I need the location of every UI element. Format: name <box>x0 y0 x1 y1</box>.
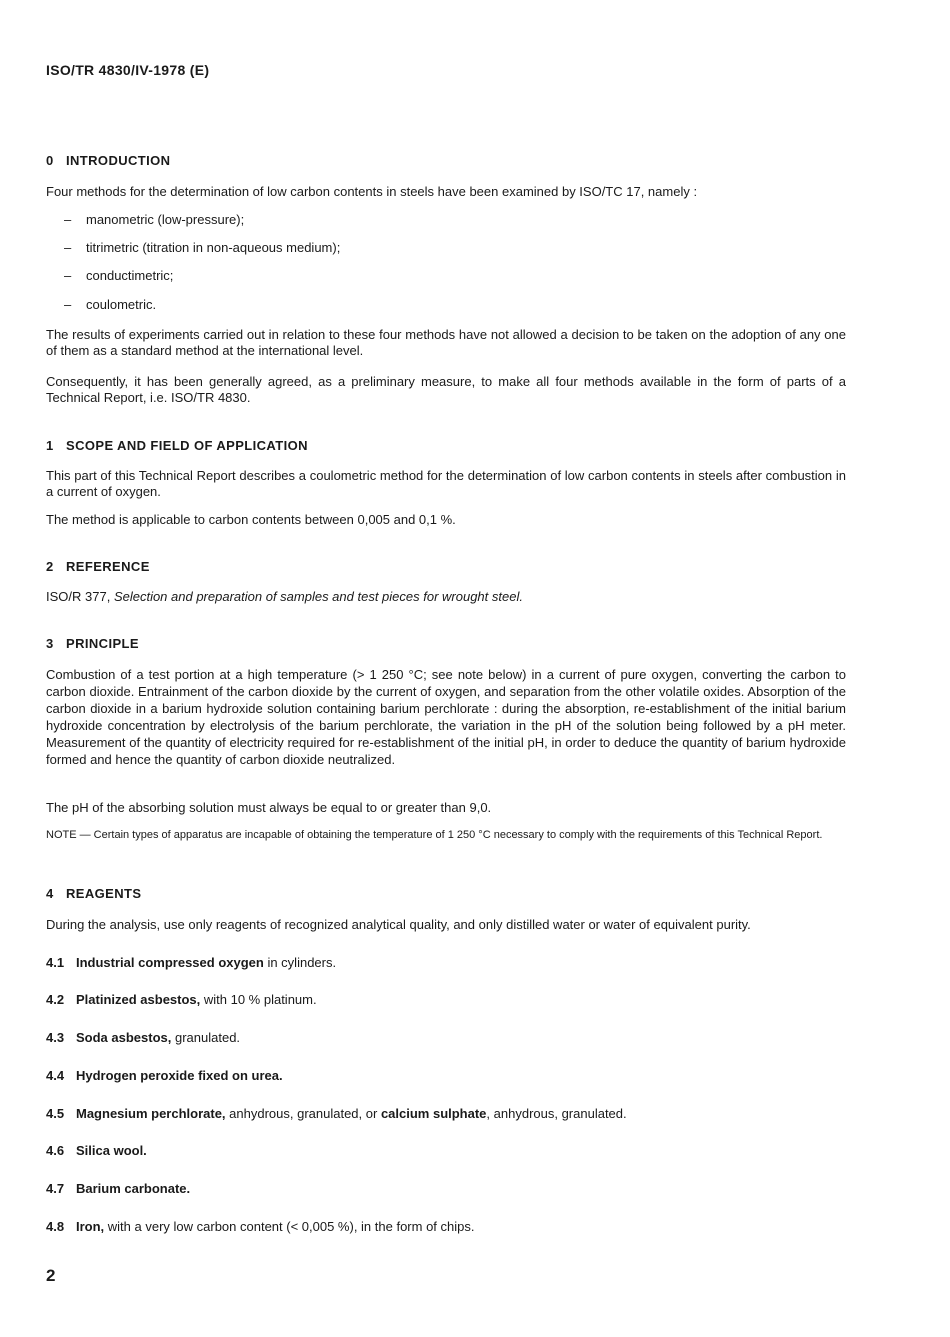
section-number: 0 <box>46 153 54 168</box>
reagent-item: 4.7 Barium carbonate. <box>46 1181 191 1196</box>
principle-note: NOTE — Certain types of apparatus are incapable of obtaining the temperature of 1 250 °C necessary to comply with the requirements of this Technical Report. <box>46 829 823 841</box>
reagents-lead: During the analysis, use only reagents of recognized analytical quality, and only distilled water or water of equivalent purity. <box>46 917 751 932</box>
reagent-item: 4.8 Iron, with a very low carbon content (< 0,005 %), in the form of chips. <box>46 1219 475 1234</box>
section-heading-principle <box>46 636 139 651</box>
reagent-item: 4.6 Silica wool. <box>46 1143 147 1158</box>
section-title: REAGENTS <box>66 886 142 901</box>
intro-paragraph: Consequently, it has been generally agreed, as a preliminary measure, to make all four methods available in the form of parts of a Technical Report, i.e. ISO/TR 4830. <box>46 374 846 405</box>
reagent-item: 4.5 Magnesium perchlorate, anhydrous, granulated, or calcium sulphate, anhydrous, granulated. <box>46 1106 627 1121</box>
reference-code: ISO/R 377, <box>46 589 111 604</box>
intro-paragraph: The results of experiments carried out in relation to these four methods have not allowed a decision to be taken on the adoption of any one of them as a standard method at the international level. <box>46 327 846 358</box>
section-title: PRINCIPLE <box>66 636 139 651</box>
list-item: – manometric (low-pressure); <box>64 212 245 227</box>
section-title: INTRODUCTION <box>66 153 171 168</box>
list-item: – titrimetric (titration in non-aqueous medium); <box>64 240 341 255</box>
reference-entry <box>46 589 846 605</box>
reagent-item: 4.1 Industrial compressed oxygen in cylinders. <box>46 955 337 970</box>
scope-paragraph: This part of this Technical Report describes a coulometric method for the determination of low carbon contents in steels after combustion in a current of oxygen. <box>46 468 846 499</box>
intro-lead: Four methods for the determination of low carbon contents in steels have been examined by ISO/TC 17, namely : <box>46 184 698 199</box>
principle-paragraph: The pH of the absorbing solution must always be equal to or greater than 9,0. <box>46 800 492 815</box>
section-number: 2 <box>46 559 54 574</box>
section-heading-scope <box>46 438 308 453</box>
section-heading-reference <box>46 559 150 574</box>
reagent-item: 4.3 Soda asbestos, granulated. <box>46 1030 241 1045</box>
section-heading-introduction <box>46 153 170 168</box>
section-heading-reagents <box>46 886 141 901</box>
section-title: SCOPE AND FIELD OF APPLICATION <box>66 438 308 453</box>
list-item: – conductimetric; <box>64 268 174 283</box>
document-header: ISO/TR 4830/IV-1978 (E) <box>46 62 210 78</box>
reagent-item: 4.4 Hydrogen peroxide fixed on urea. <box>46 1068 283 1083</box>
list-item: – coulometric. <box>64 297 157 312</box>
section-number: 1 <box>46 438 54 453</box>
reagent-item: 4.2 Platinized asbestos, with 10 % platinum. <box>46 992 317 1007</box>
reference-title: Selection and preparation of samples and test pieces for wrought steel. <box>113 589 523 604</box>
section-number: 3 <box>46 636 54 651</box>
scope-paragraph: The method is applicable to carbon contents between 0,005 and 0,1 %. <box>46 512 456 527</box>
section-number: 4 <box>46 886 54 901</box>
principle-paragraph: Combustion of a test portion at a high temperature (> 1 250 °C; see note below) in a current of pure oxygen, converting the carbon to carbon dioxide. Entrainment of the carbon dioxide by the current of oxygen, and separation from the other volatile oxides. Absorption of the carbon dioxide in a barium hydroxide solution containing barium perchlorate : during the absorption, re-establishment of the initial barium hydroxide concentration by electrolysis of the barium perchlorate, the variation in the pH of the solution being followed by a pH meter. Measurement of the quantity of electricity required for re-establishment of the initial pH, in order to deduce the quantity of barium hydroxide formed and hence the quantity of carbon dioxide neutralized. <box>46 667 846 767</box>
section-title: REFERENCE <box>66 559 150 574</box>
page-number: 2 <box>46 1266 56 1285</box>
